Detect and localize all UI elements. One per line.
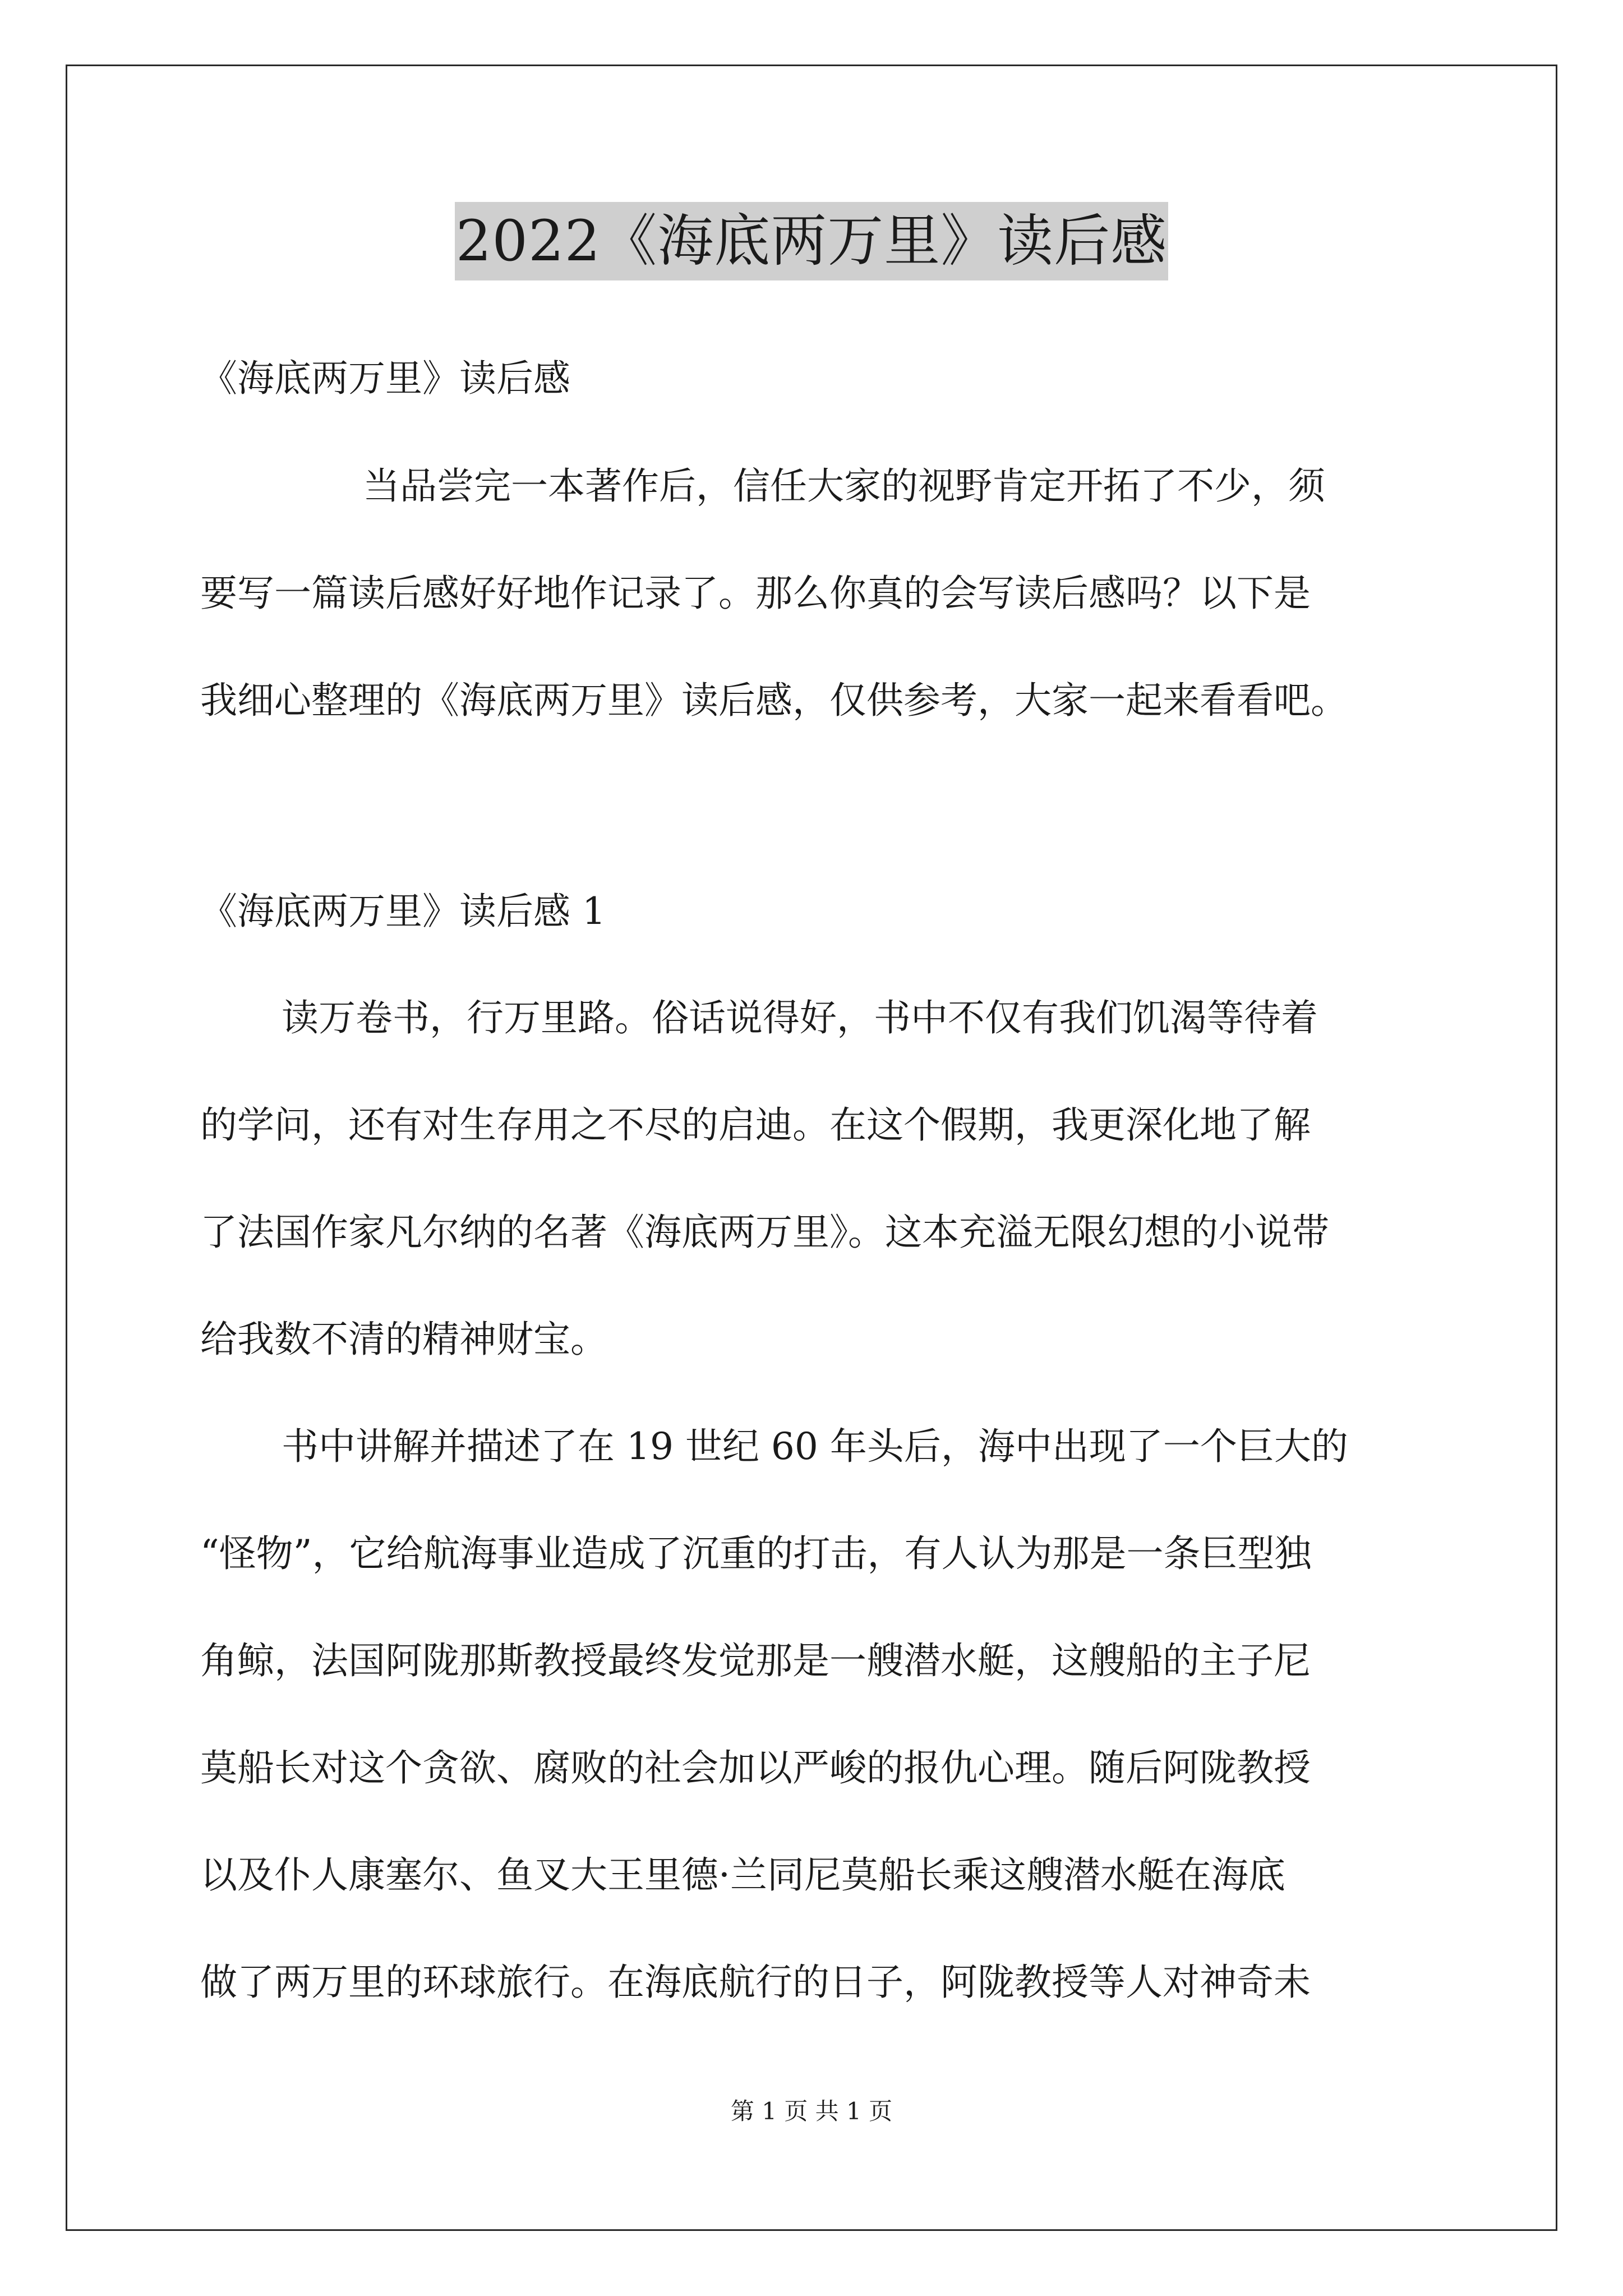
paragraph-line: “怪物”，它给航海事业造成了沉重的打击，有人认为那是一条巨型独 <box>200 1532 1312 1575</box>
paragraph-line: 角鲸，法国阿陇那斯教授最终发觉那是一艘潜水艇，这艘船的主子尼 <box>200 1639 1311 1682</box>
paragraph-line: 以及仆人康塞尔、鱼叉大王里德·兰同尼莫船长乘这艘潜水艇在海底 <box>200 1853 1285 1897</box>
paragraph-line: 我细心整理的《海底两万里》读后感，仅供参考，大家一起来看看吧。 <box>200 679 1348 722</box>
paragraph-line: 了法国作家凡尔纳的名著《海底两万里》。这本充溢无限幻想的小说带 <box>200 1211 1329 1254</box>
paragraph-line: 读万卷书，行万里路。俗话说得好，书中不仅有我们饥渴等待着 <box>282 996 1318 1039</box>
title-container <box>0 202 1623 280</box>
paragraph-line: 莫船长对这个贪欲、腐败的社会加以严峻的报仇心理。随后阿陇教授 <box>200 1746 1311 1789</box>
paragraph-line: 要写一篇读后感好好地作记录了。那么你真的会写读后感吗？以下是 <box>200 572 1311 615</box>
paragraph-line: 给我数不清的精神财宝。 <box>200 1318 607 1361</box>
section-heading: 《海底两万里》读后感 1 <box>200 890 606 933</box>
subtitle: 《海底两万里》读后感 <box>200 357 570 400</box>
page-footer: 第 1 页 共 1 页 <box>730 2097 893 2125</box>
paragraph-line: 书中讲解并描述了在 19 世纪 60 年头后，海中出现了一个巨大的 <box>282 1425 1348 1468</box>
document-title: 2022《海底两万里》读后感 <box>455 202 1169 280</box>
paragraph-line: 做了两万里的环球旅行。在海底航行的日子，阿陇教授等人对神奇未 <box>200 1961 1311 2004</box>
paragraph-line: 当品尝完一本著作后，信任大家的视野肯定开拓了不少，须 <box>363 464 1325 508</box>
paragraph-line: 的学问，还有对生存用之不尽的启迪。在这个假期，我更深化地了解 <box>200 1103 1311 1147</box>
